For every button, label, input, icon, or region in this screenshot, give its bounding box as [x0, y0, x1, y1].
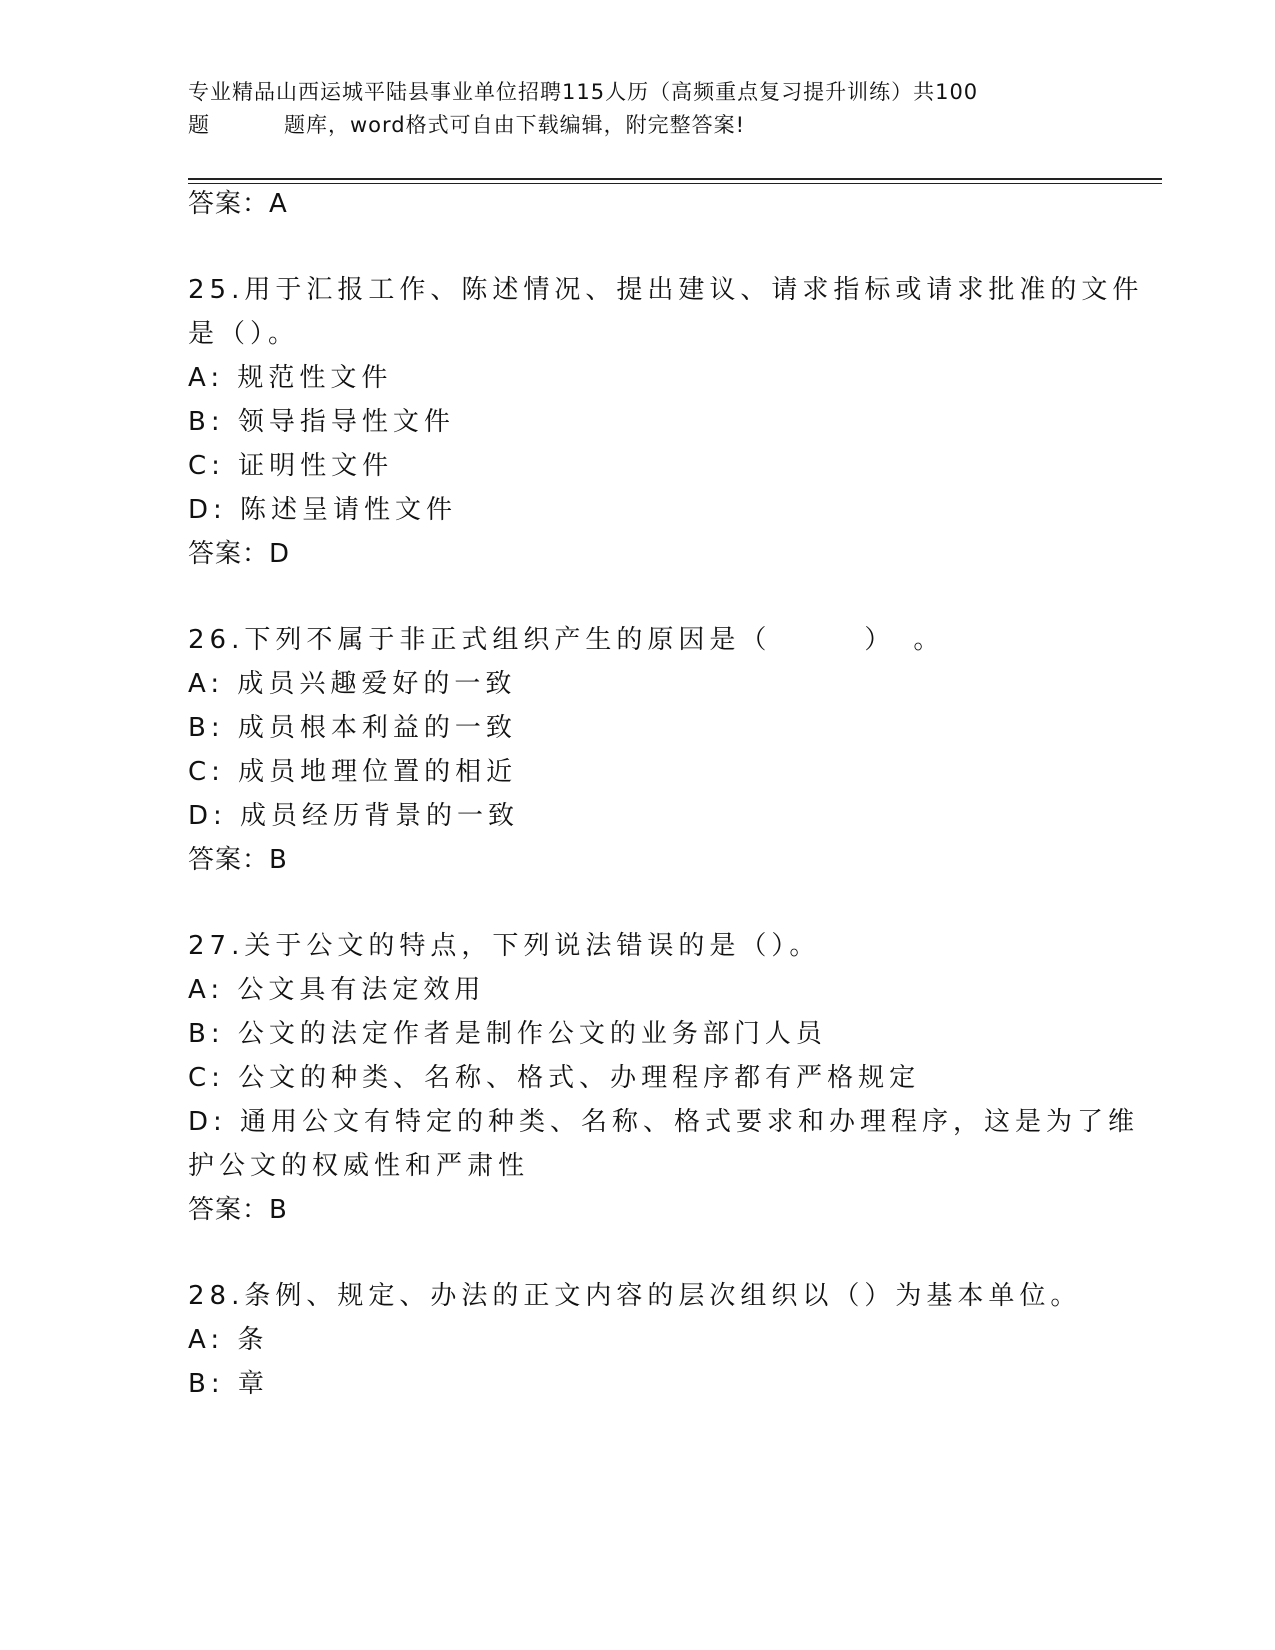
q27-option-d-line2: 护公文的权威性和严肃性: [188, 1151, 530, 1181]
header-divider-thick: [188, 178, 1162, 180]
answer-prev: 答案：A: [188, 189, 288, 219]
q28-option-b: B: 章: [188, 1369, 269, 1399]
q26-answer: 答案：B: [188, 845, 288, 875]
q26-option-a: A: 成员兴趣爱好的一致: [188, 669, 517, 699]
q25-stem-line2: 是（）。: [188, 319, 300, 349]
q25-option-a: A: 规范性文件: [188, 363, 393, 393]
q28-stem-line1: 28.条例、规定、办法的正文内容的层次组织以（）为基本单位。: [188, 1281, 1082, 1311]
header-title-line2-start: 题: [188, 113, 210, 137]
q27-stem-line1: 27.关于公文的特点，下列说法错误的是（）。: [188, 931, 821, 961]
q26-option-b: B: 成员根本利益的一致: [188, 713, 517, 743]
q26-option-c: C: 成员地理位置的相近: [188, 757, 518, 787]
q27-option-c: C: 公文的种类、名称、格式、办理程序都有严格规定: [188, 1063, 921, 1093]
q27-option-a: A: 公文具有法定效用: [188, 975, 486, 1005]
header-title-line1: 专业精品山西运城平陆县事业单位招聘115人历（高频重点复习提升训练）共100: [188, 80, 979, 104]
q26-option-d: D: 成员经历背景的一致: [188, 801, 520, 831]
q25-option-d: D: 陈述呈请性文件: [188, 495, 458, 525]
q25-option-c: C: 证明性文件: [188, 451, 394, 481]
header-divider-thin: [188, 183, 1162, 184]
document-header: [188, 76, 1088, 142]
header-title-line2-end: 题库，word格式可自由下载编辑，附完整答案!: [284, 113, 746, 137]
q25-answer: 答案：D: [188, 539, 291, 569]
header-title-line2: [188, 109, 1088, 142]
q27-option-b: B: 公文的法定作者是制作公文的业务部门人员: [188, 1019, 827, 1049]
q28-option-a: A: 条: [188, 1325, 269, 1355]
q25-option-b: B: 领导指导性文件: [188, 407, 455, 437]
q27-answer: 答案：B: [188, 1195, 288, 1225]
q25-stem-line1: 25.用于汇报工作、陈述情况、提出建议、请求指标或请求批准的文件: [188, 275, 1144, 305]
q27-option-d-line1: D: 通用公文有特定的种类、名称、格式要求和办理程序，这是为了维: [188, 1107, 1140, 1137]
q26-stem-line1: 26.下列不属于非正式组织产生的原因是（ ） 。: [188, 625, 945, 655]
